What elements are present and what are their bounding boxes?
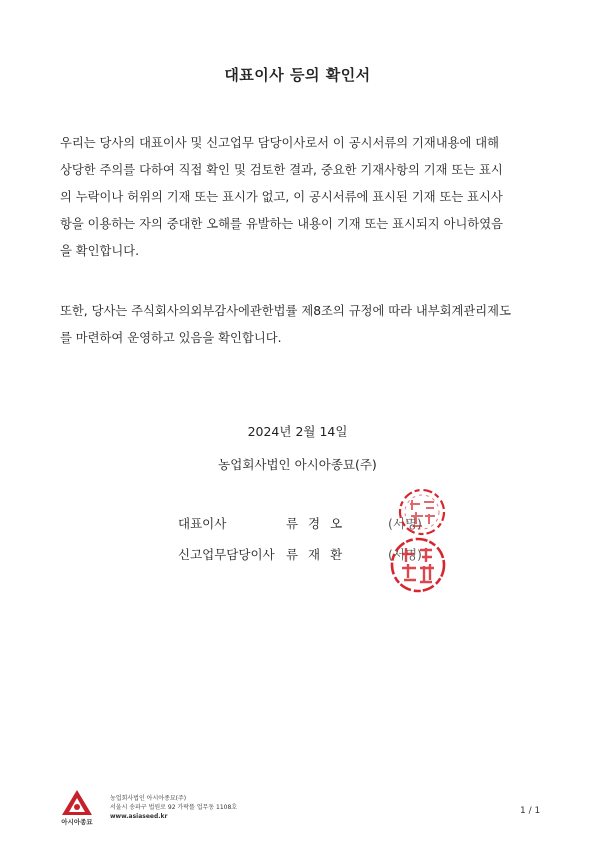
page-number: 1 / 1 bbox=[520, 806, 541, 816]
signatory-name: 류 경 오 bbox=[286, 516, 346, 531]
seal-stamp-director bbox=[388, 534, 448, 596]
document-title: 대표이사 등의 확인서 bbox=[224, 66, 371, 84]
paragraph-line: 를 마련하여 운영하고 있음을 확인합니다. bbox=[60, 331, 282, 345]
logo-caption: 아시아종묘 bbox=[61, 818, 93, 826]
paragraph-line: 을 확인합니다. bbox=[60, 244, 140, 258]
confirmation-paragraph-1 bbox=[60, 130, 540, 265]
signatory-title: 대표이사 bbox=[178, 516, 227, 531]
signature-label: (서명) bbox=[388, 547, 422, 562]
signatory-name: 류 재 환 bbox=[286, 547, 346, 562]
paragraph-line: 항을 이용하는 자의 중대한 오해를 유발하는 내용이 기재 또는 표시되지 아니하였음 bbox=[60, 217, 503, 231]
document-date: 2024년 2월 14일 bbox=[247, 424, 348, 439]
company-name: 농업회사법인 아시아종묘(주) bbox=[218, 457, 377, 472]
paragraph-line: 상당한 주의를 다하여 직접 확인 및 검토한 결과, 중요한 기재사항의 기재 또는 표시 bbox=[60, 163, 503, 177]
footer-contact bbox=[110, 794, 237, 821]
footer-url[interactable]: www.asiaseed.kr bbox=[110, 813, 168, 820]
paragraph-line: 의 누락이나 허위의 기재 또는 표시가 없고, 이 공시서류에 표시된 기재 또는 표시사 bbox=[60, 190, 503, 204]
footer-address: 서울시 송파구 법원로 92 가락뜰 업무동 1108호 bbox=[110, 804, 238, 811]
letterhead-footer bbox=[60, 788, 540, 830]
signature-label: (서명) bbox=[388, 516, 422, 531]
confirmation-paragraph-2 bbox=[60, 298, 540, 352]
paragraph-line: 또한, 당사는 주식회사의외부감사에관한법률 제8조의 규정에 따라 내부회계관리제도 bbox=[60, 304, 511, 318]
paragraph-line: 우리는 당사의 대표이사 및 신고업무 담당이사로서 이 공시서류의 기재내용에 대해 bbox=[60, 136, 500, 150]
footer-company: 농업회사법인 아시아종묘(주) bbox=[110, 795, 187, 802]
signatory-title: 신고업무담당이사 bbox=[178, 547, 275, 562]
seal-stamp-ceo bbox=[396, 486, 448, 538]
